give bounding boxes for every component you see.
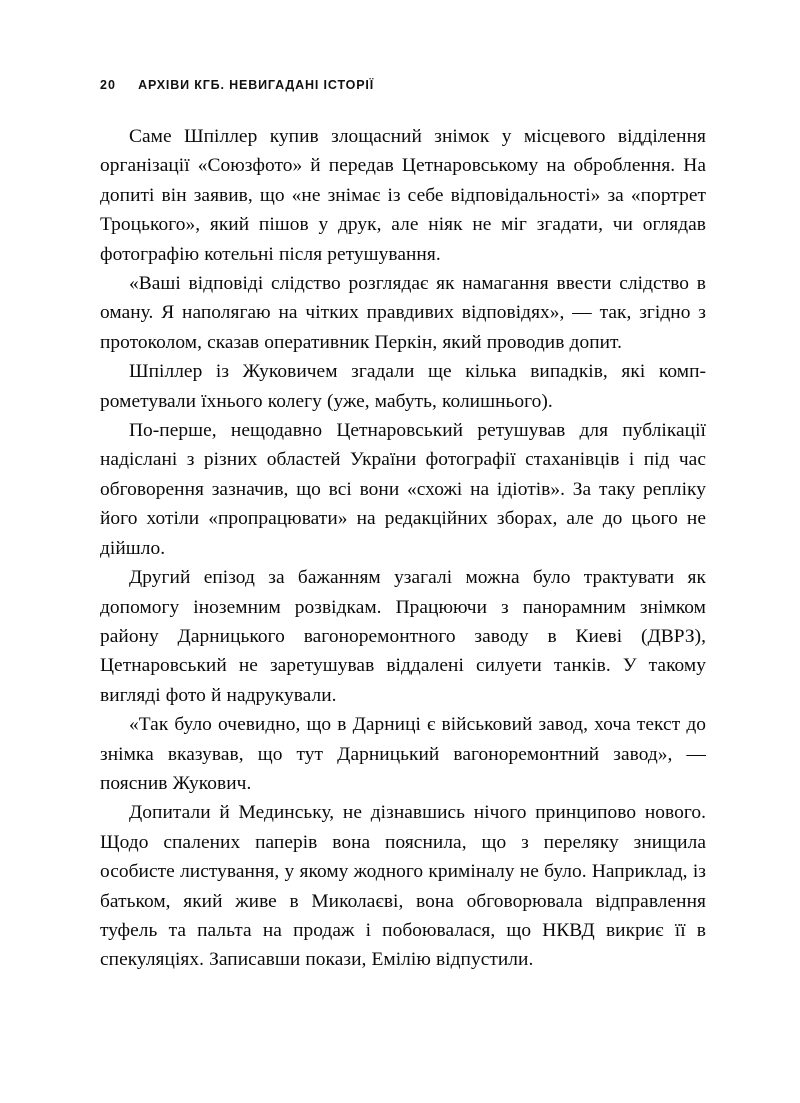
paragraph: «Ваші відповіді слідство розглядає як намагання ввести слідство в оману. Я наполягаю на чітких правдивих відповідях», — так, згідно з протоколом, сказав оперативник Перкін, який проводив допит. [100,273,706,353]
paragraph: Саме Шпіллер купив злощасний знімок у місцевого відділення організації «Союзфото» й передав Цетнаровському на оброблення. На допиті він заявив, що «не знімає із себе відповідальності» за «портрет Троцького», який пішов у друк, але ніяк не міг згадати, чи оглядав фотографію котельні після ретушування. [100,126,706,265]
running-head-title: АРХІВИ КГБ. НЕВИГАДАНІ ІСТОРІЇ [138,78,375,92]
paragraph: Допитали й Мединську, не дізнавшись нічого принципово нового. Щодо спалених паперів вона пояснила, що з переляку знищила особисте листування, у якому жодного кримiналу не було. Наприклад, із батьком, який живе в Миколаєві, вона обговорювала відправлення туфель та пальта на продаж і побоювалася, що НКВД викриє її в спекуляціях. Записавши покази, Емілію відпустили. [100,802,706,971]
body-text-block [100,122,706,975]
page-number: 20 [100,78,117,92]
running-head [100,78,706,98]
paragraph: По-перше, нещодавно Цетнаровський ретушував для публікації надіслані з різних областей України фотографії стаханівців і під час обговорення зазначив, що всі вони «схожі на ідіотів». За таку репліку його хотіли «пропрацювати» на редакційних зборах, але до цього не дійшло. [100,420,706,559]
paragraph: «Так було очевидно, що в Дарниці є військовий завод, хоча текст до знімка вказував, що тут Дарницький вагоноремонтний завод», — пояснив Жукович. [100,714,706,794]
paragraph: Другий епізод за бажанням узагалі можна було трактувати як допомогу іноземним розвідкам. Працюючи з панорамним знімком району Дарницького вагоноремонтного заводу в Киеві (ДВРЗ), Цетнаровський не заретушував віддалені силуети танків. У такому вигляді фото й надрукували. [100,567,706,706]
paragraph: Шпіллер із Жуковичем згадали ще кілька випадків, які компрометували їхнього колегу (уже, мабуть, колишнього). [100,361,706,412]
